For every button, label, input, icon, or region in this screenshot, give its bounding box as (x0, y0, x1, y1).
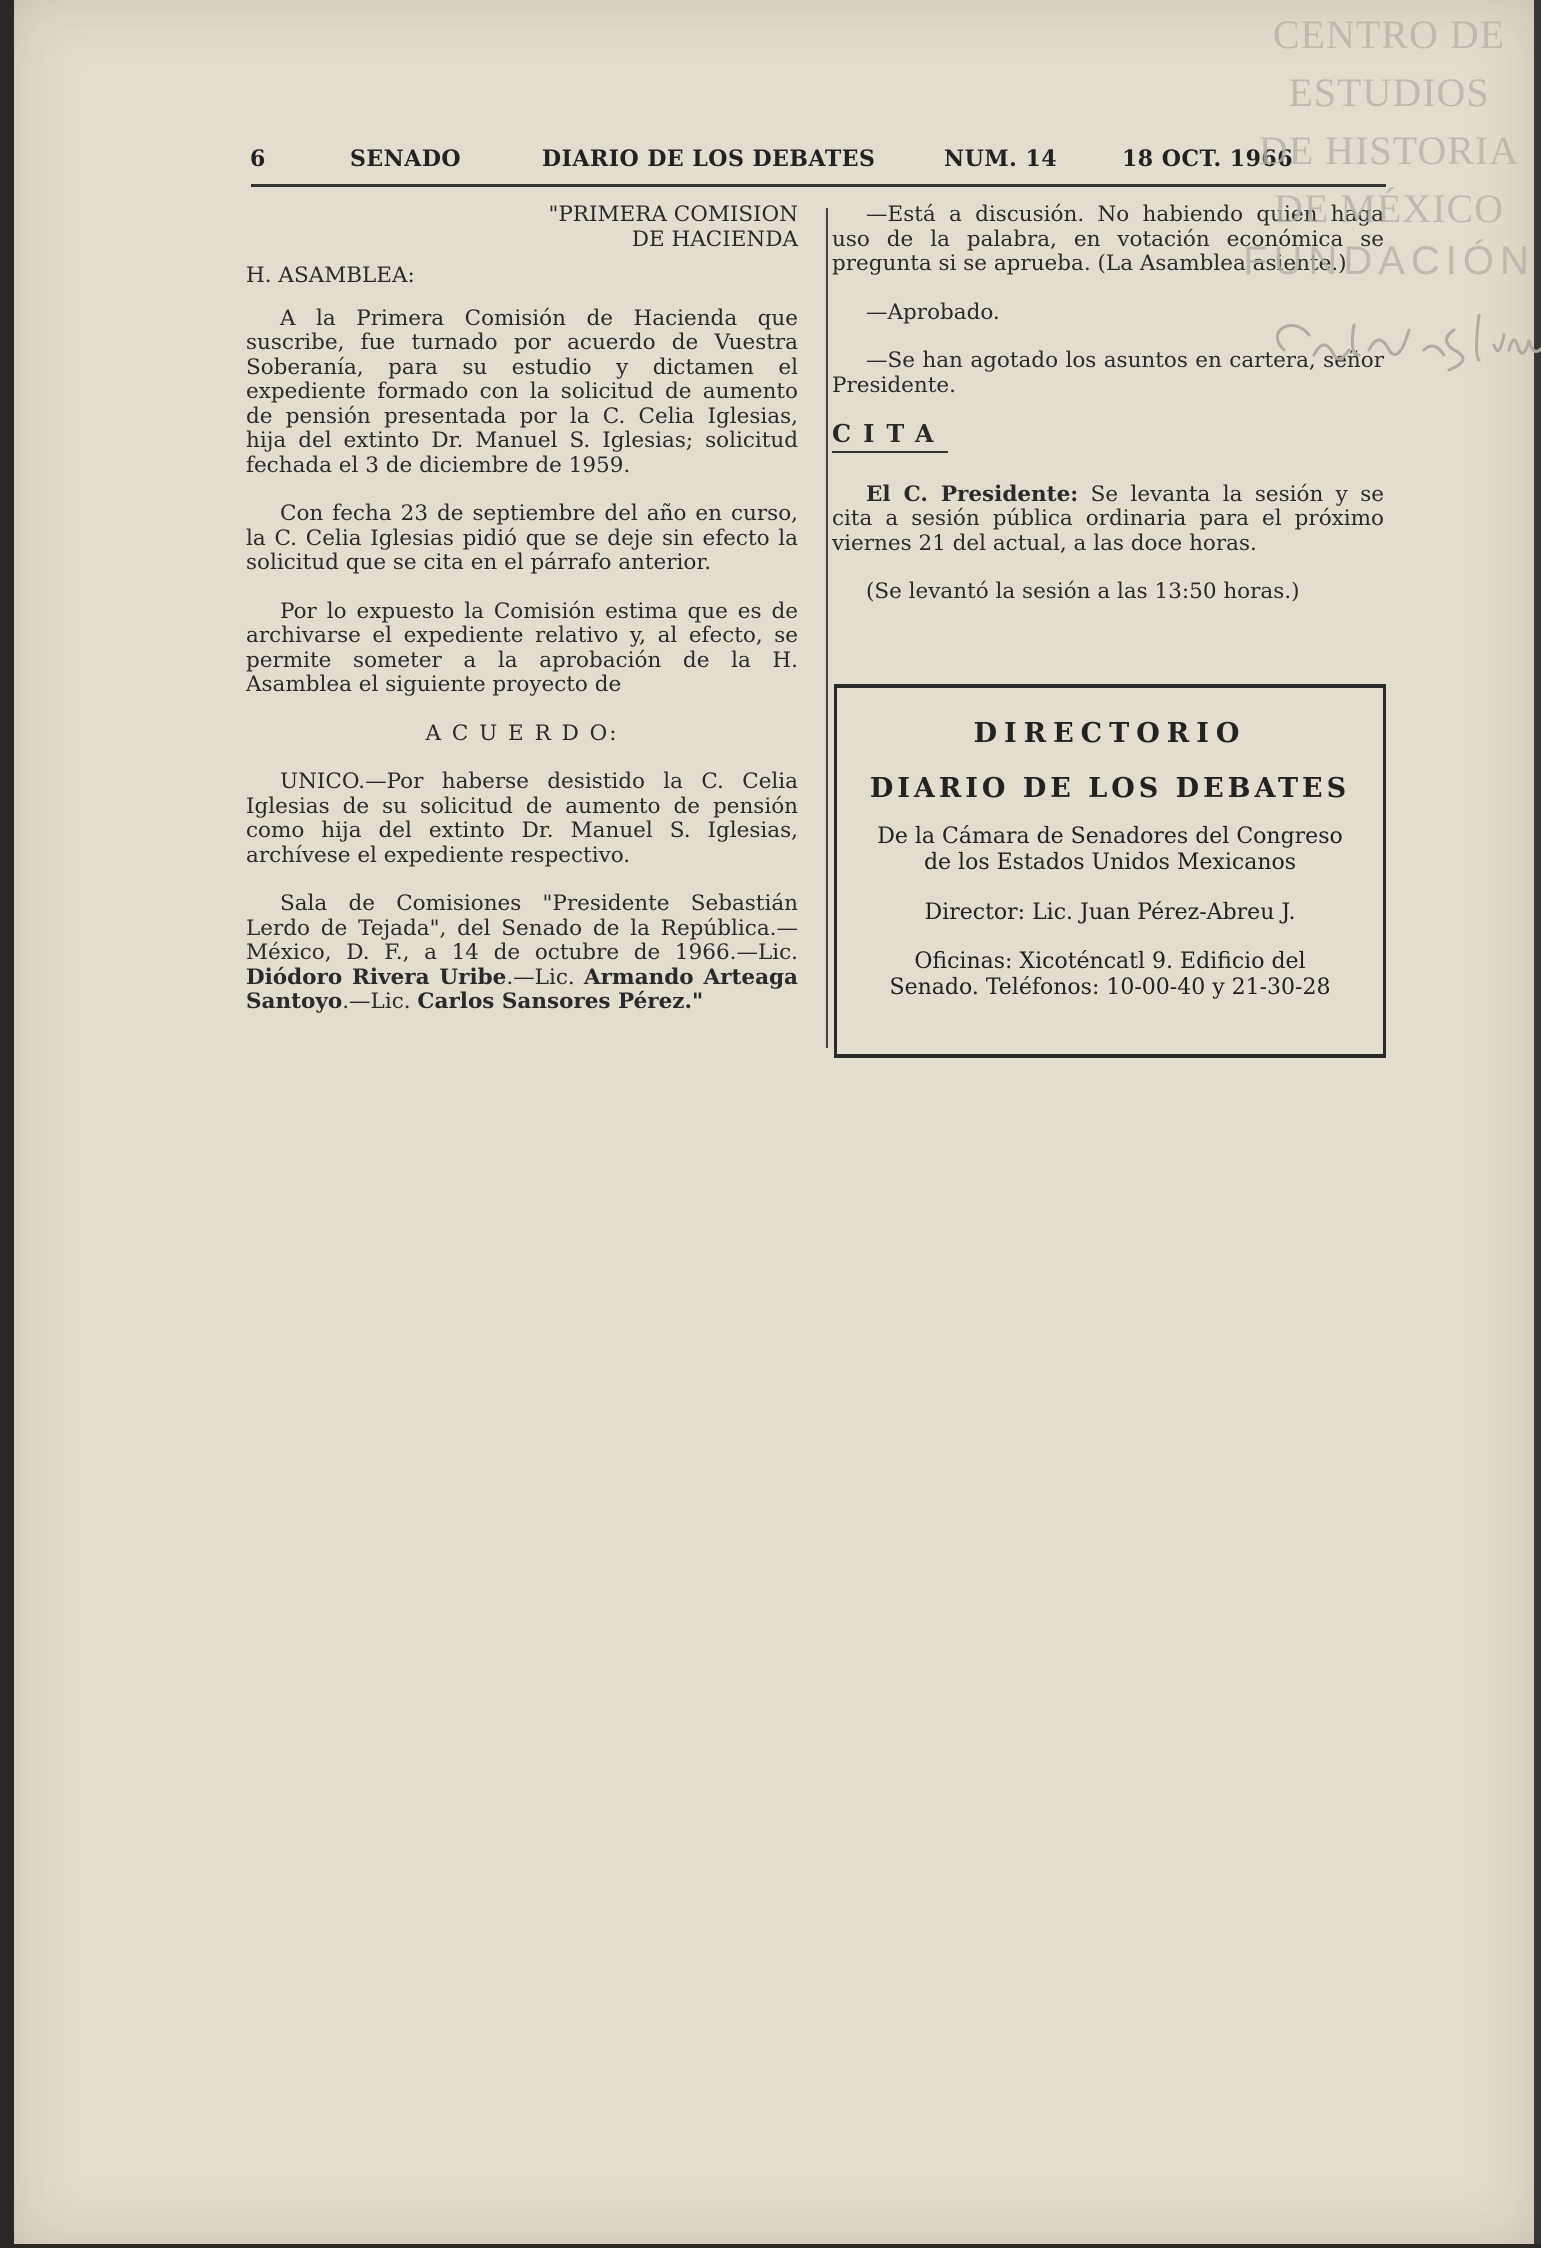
signatory-1: Diódoro Rivera Uribe (246, 964, 507, 990)
header-rule (251, 184, 1386, 187)
directory-subtitle: DIARIO DE LOS DEBATES (869, 773, 1351, 804)
left-column (246, 203, 798, 1039)
watermark-line-4: DE MÉXICO (1273, 186, 1505, 231)
signing-text: Sala de Comisiones "Presidente Sebastián Lerdo de Tejada", del Senado de la República.—México, D. F., a 14 de octubre de 1966.—Lic. (246, 891, 798, 965)
issue-date: 18 OCT. 1966 (1122, 146, 1294, 172)
directory-title: DIRECTORIO (973, 718, 1247, 749)
directory-director: Director: Lic. Juan Pérez-Abreu J. (924, 900, 1296, 925)
signatory-2: Armando Arteaga Santoyo (246, 964, 798, 1014)
president-text: Se levanta la sesión y se cita a sesión pública ordinaria para el próximo viernes 21 del actual, a las doce horas. (832, 481, 1384, 556)
paragraph-4: UNICO.—Por haberse desistido la C. Celia Iglesias de su solicitud de aumento de pensión como hija del extinto Dr. Manuel S. Iglesias, archívese el expediente respectivo. (246, 769, 798, 868)
watermark-line-2: ESTUDIOS (1288, 70, 1490, 115)
discussion-paragraph: —Está a discusión. No habiendo quien haga uso de la palabra, en votación económica se pregunta si se aprueba. (La Asamblea asiente.) (832, 202, 1384, 276)
approved-line: —Aprobado. (866, 299, 1000, 325)
separator-2: .—Lic. (342, 989, 418, 1014)
agenda-paragraph: —Se han agotado los asuntos en cartera, señor Presidente. (832, 348, 1384, 398)
page-sheet (14, 0, 1534, 2244)
salutation: H. ASAMBLEA: (246, 263, 415, 288)
scan-bottom-edge (0, 2244, 1541, 2248)
signature-icon (1254, 310, 1541, 380)
directory-box (834, 684, 1386, 1058)
paragraph-1: A la Primera Comisión de Hacienda que suscribe, fue turnado por acuerdo de Vuestra Soberanía, para su estudio y dictamen el expediente formado con la solicitud de aumento de pensión presentada por la C. Celia Iglesias, hija del extinto Dr. Manuel S. Iglesias; solicitud fechada el 3 de diciembre de 1959. (246, 305, 798, 478)
publication-title: DIARIO DE LOS DEBATES (542, 146, 876, 172)
issue-number: NUM. 14 (944, 146, 1058, 172)
president-paragraph (832, 483, 1384, 557)
column-rule (826, 208, 828, 1048)
chamber-name: SENADO (350, 146, 462, 172)
directory-office-1: Oficinas: Xicoténcatl 9. Edificio del (914, 949, 1306, 974)
page-number: 6 (250, 146, 266, 172)
paragraph-3: Por lo expuesto la Comisión estima que es de archivarse el expediente relativo y, al efecto, se permite someter a la aprobación de la H. Asamblea el siguiente proyecto de (246, 598, 798, 697)
signatory-3: Carlos Sansores Pérez." (417, 989, 704, 1014)
directory-office-2: Senado. Teléfonos: 10-00-40 y 21-30-28 (889, 975, 1331, 1000)
commission-heading-1: "PRIMERA COMISION (548, 202, 798, 227)
session-end-note: (Se levantó la sesión a las 13:50 horas.) (866, 579, 1300, 604)
watermark-line-1: CENTRO DE (1272, 12, 1506, 57)
scan-left-edge (0, 0, 14, 2248)
commission-heading-2: DE HACIENDA (631, 226, 798, 252)
archive-watermark (1224, 6, 1541, 284)
directory-line-1: De la Cámara de Senadores del Congreso (877, 824, 1343, 849)
speaker-label: El C. Presidente: (866, 481, 1079, 507)
cita-rule (832, 451, 948, 453)
cita-title: CITA (832, 419, 946, 448)
watermark-line-5: FUNDACIÓN (1243, 239, 1535, 283)
paragraph-2: Con fecha 23 de septiembre del año en curso, la C. Celia Iglesias pidió que se deje sin efecto la solicitud que se cita en el párrafo anterior. (246, 501, 798, 575)
acuerdo-title: A C U E R D O: (425, 720, 619, 746)
watermark-line-3: DE HISTORIA (1258, 128, 1520, 173)
separator-1: .—Lic. (506, 964, 584, 990)
paragraph-5 (246, 892, 798, 1015)
directory-line-2: de los Estados Unidos Mexicanos (923, 850, 1297, 875)
